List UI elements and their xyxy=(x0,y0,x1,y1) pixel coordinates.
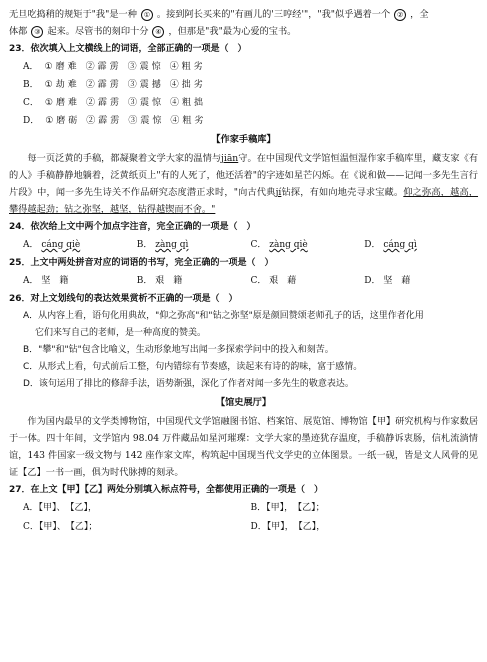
option-letter: D． xyxy=(364,240,381,250)
option-23-c[interactable] xyxy=(23,94,478,112)
option-word: ②霹雳 xyxy=(85,98,122,108)
option-letter: B． xyxy=(23,80,39,90)
blank-number: ④ xyxy=(152,26,164,38)
option-letter: A． xyxy=(23,503,39,513)
option-letter: C． xyxy=(250,276,267,286)
option-25-d[interactable] xyxy=(364,272,478,290)
option-24-d[interactable] xyxy=(364,236,478,254)
para-text: 与作家数居于一体。四十年间，文学馆内 98.04 万件藏品如星河璀璨：文学大家的墨迹犹存温度，手稿静诉 xyxy=(9,416,479,444)
blank-4 xyxy=(148,26,168,37)
intro-text: ，全 xyxy=(410,9,429,20)
section-1-paragraph xyxy=(9,150,478,218)
intro-paragraph xyxy=(9,6,478,40)
section-2-paragraph xyxy=(9,413,478,481)
option-23-a[interactable] xyxy=(23,58,478,76)
option-letter: D． xyxy=(23,116,40,126)
option-27-b[interactable] xyxy=(251,499,479,518)
blank-1 xyxy=(137,9,157,20)
option-letter: A． xyxy=(23,276,39,286)
option-27-a[interactable] xyxy=(23,499,251,518)
question-25-stem: 25．上文中两处拼音对应的词语的书写，完全正确的一项是（ ） xyxy=(9,258,274,268)
intro-text: 起来。尽管书的刻印十分 xyxy=(47,26,149,37)
option-25-c[interactable] xyxy=(251,272,365,290)
para-text: 藏支家《有的人》手稿静静地躺着，泛黄纸页上"有的人死了，他还活着"的字迹如星芒闪烁。在《说和做 xyxy=(9,153,479,181)
option-text: 坚 藉 xyxy=(383,276,411,286)
question-26-stem: 26．对上文划线句的表达效果赏析不正确的一项是（ ） xyxy=(9,294,238,304)
option-24-a[interactable] xyxy=(23,236,137,254)
option-text: zàng qì xyxy=(155,240,189,250)
option-letter: C． xyxy=(23,522,39,532)
option-23-b[interactable] xyxy=(23,76,478,94)
option-27-c[interactable] xyxy=(23,518,251,537)
question-27-stem: 27．在上文【甲】【乙】两处分别填入标点符号，全都使用正确的一项是（ ） xyxy=(9,485,324,495)
option-word: ③震撼 xyxy=(127,80,164,90)
intro-text: 无旦吃捣稍的规矩于"我"是一种 xyxy=(9,9,137,20)
option-word: ③震惊 xyxy=(127,98,164,108)
option-text: 艰 藉 xyxy=(269,276,297,286)
option-26-a[interactable] xyxy=(23,308,478,342)
option-letter: B． xyxy=(250,503,267,513)
option-word: ①磨砺 xyxy=(45,116,81,126)
question-23-options xyxy=(9,58,478,130)
pinyin-2: jí xyxy=(275,187,282,198)
question-27-options-row1 xyxy=(23,499,478,518)
option-letter: B． xyxy=(136,276,153,286)
option-word: ①磨难 xyxy=(44,98,80,108)
para-text: 守。在中国现代文学馆恒温恒湿作家手稿库里， xyxy=(238,153,432,164)
option-letter: A． xyxy=(23,62,39,72)
underlined-sentence: 仰之弥高，越高，攀得越起劲；钻之弥坚，越坚，钻得越锲而不舍。" xyxy=(9,187,479,215)
para-text: 寻求宝藏。 xyxy=(356,187,404,198)
question-24-stem: 24．依次给上文中两个加点字注音，完全正确的一项是（ ） xyxy=(9,222,256,232)
option-word: ②霹雳 xyxy=(86,116,123,126)
option-word: ④粗劣 xyxy=(170,116,207,126)
question-27-options-row2 xyxy=(23,518,478,537)
intro-text: 。接到阿长买来的"有画儿的'三哼经'"，"我"似乎遇着一个 xyxy=(156,9,391,20)
option-word: ④粗劣 xyxy=(169,62,206,72)
question-24-options xyxy=(23,236,478,254)
para-text: 钻探，有如向地壳 xyxy=(281,187,357,198)
option-25-b[interactable] xyxy=(137,272,251,290)
option-24-b[interactable] xyxy=(137,236,251,254)
option-text: 它们来写自己的老师，是一种高度的赞美。 xyxy=(35,328,207,338)
option-text: 艰 籍 xyxy=(155,276,183,286)
option-text: A．从内容上看，语句化用典故，"仰之弥高"和"钻之弥坚"原是颜回赞颂老师孔子的话，这里作者化用 xyxy=(23,311,424,321)
question-23-stem: 23．依次填入上文横线上的词语，全部正确的一项是（ ） xyxy=(9,44,247,54)
para-text: 衷肠，信札流淌情谊，143 件国家一级文物与 142 座作家文库，构筑起中国现当代文学史的立体图景。一纸 xyxy=(9,433,478,461)
blank-number: ③ xyxy=(31,26,43,38)
para-text: 每一页泛黄的手稿，都凝聚着文学大家的温情与 xyxy=(27,153,222,164)
blank-number: ② xyxy=(394,9,406,21)
option-text: 【甲】、 【乙】， xyxy=(38,503,98,513)
section-title-manuscripts: 【作家手稿库】 xyxy=(211,134,276,145)
option-word: ②霹雳 xyxy=(85,62,122,72)
para-text: 一砚，皆是文人风骨的见证【乙】一书一画，俱为时代脉搏的刻录。 xyxy=(9,450,478,478)
option-word: ③震惊 xyxy=(128,116,165,126)
blank-number: ① xyxy=(141,9,153,21)
option-letter: A． xyxy=(23,240,39,250)
option-text: 【甲】， 【乙】； xyxy=(266,503,325,513)
option-26-b[interactable]: B．"攀"和"钻"包含比喻义，生动形象地写出闻一多探索学问中的投入和刻苦。 xyxy=(23,345,334,355)
option-word: ③震惊 xyxy=(127,62,164,72)
option-25-a[interactable] xyxy=(23,272,137,290)
option-24-c[interactable] xyxy=(251,236,365,254)
option-text: cáng qiè xyxy=(41,240,81,250)
option-word: ④拙劣 xyxy=(169,80,206,90)
option-26-c[interactable]: C．从形式上看，句式前后工整，句内错综有节奏感，读起来有诗的韵味，富于感情。 xyxy=(23,362,363,372)
option-27-d[interactable] xyxy=(251,518,479,537)
intro-text: 体都 xyxy=(9,26,28,37)
option-text: 【甲】， 【乙】， xyxy=(266,522,326,532)
option-word: ①劫难 xyxy=(44,80,80,90)
para-text: ——记闻一多先生言行片段》中，闻一多先生诗关不作品研究态度潜正求时，"向古代典 xyxy=(9,170,478,198)
option-letter: B． xyxy=(136,240,153,250)
blank-3 xyxy=(27,26,47,37)
option-word: ④粗拙 xyxy=(170,98,207,108)
option-23-d[interactable] xyxy=(23,112,478,130)
option-word: ②霹雳 xyxy=(85,80,122,90)
option-text: zàng qiè xyxy=(269,240,308,250)
blank-2 xyxy=(390,9,410,20)
option-text: cáng qì xyxy=(383,240,417,250)
option-word: ①磨难 xyxy=(44,62,80,72)
para-text: 作为国内最早的文学类博物馆，中国现代文学馆融图书馆、档案馆、展览馆、博物馆【甲】研究机构 xyxy=(27,416,433,427)
option-letter: C． xyxy=(250,240,267,250)
option-26-d[interactable]: D．该句运用了排比的修辞手法，语势渐强，深化了作者对闻一多先生的敬意表达。 xyxy=(23,379,354,389)
pinyin-1: jiān xyxy=(221,153,239,164)
option-letter: D． xyxy=(364,276,381,286)
option-text: 坚 籍 xyxy=(41,276,69,286)
section-title-history-hall: 【馆史展厅】 xyxy=(215,397,272,408)
question-25-options xyxy=(23,272,478,290)
option-letter: C． xyxy=(23,98,39,108)
option-letter: D． xyxy=(250,522,267,532)
intro-text: ，但那是"我"最为心爱的宝书。 xyxy=(168,26,297,37)
option-text: 【甲】、 【乙】； xyxy=(38,522,98,532)
